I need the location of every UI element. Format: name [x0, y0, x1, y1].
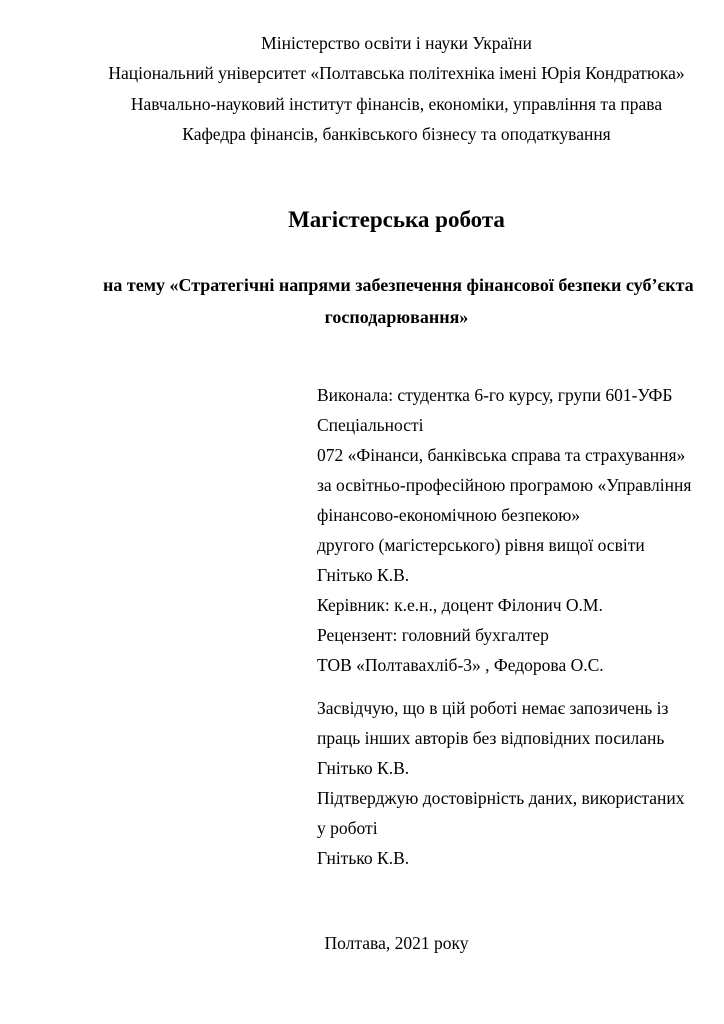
no-plagiarism-line-2: праць інших авторів без відповідних посилань — [317, 728, 665, 748]
program-line-1: за освітньо-професійною програмою «Управління — [317, 475, 692, 495]
thesis-title-text: Магістерська робота — [288, 207, 505, 232]
specialty-label-line: Спеціальності — [317, 415, 424, 435]
thesis-topic-line-1: на тему «Стратегічні напрями забезпечення фінансової безпеки суб’єкта — [103, 275, 694, 295]
data-validity-line-1: Підтверджую достовірність даних, використаних — [317, 788, 685, 808]
page-footer — [103, 928, 690, 958]
data-validity-line-2: у роботі — [317, 818, 378, 838]
university-line: Національний університет «Полтавська політехніка імені Юрія Кондратюка» — [108, 63, 685, 84]
reviewer-name-line: ТОВ «Полтавахліб-3» , Федорова О.С. — [317, 655, 604, 675]
thesis-topic-line-2: господарювання» — [324, 307, 469, 327]
institute-line: Навчально-науковий інститут фінансів, економіки, управління та права — [130, 93, 663, 114]
originality-statement — [317, 693, 684, 873]
thesis-topic — [103, 269, 694, 333]
student-name-line: Гнітько К.В. — [317, 565, 410, 585]
specialty-code-line: 072 «Фінанси, банківська справа та страхування» — [317, 445, 686, 465]
city-year-line: Полтава, 2021 року — [324, 933, 469, 953]
signature-name-line-2: Гнітько К.В. — [317, 848, 410, 868]
author-details — [317, 380, 691, 680]
ministry-line: Міністерство освіти і науки України — [261, 33, 532, 53]
degree-level-line: другого (магістерського) рівня вищої освіти — [317, 535, 645, 555]
department-line: Кафедра фінансів, банківського бізнесу та оподаткування — [182, 124, 611, 145]
thesis-type-title — [103, 205, 690, 235]
performed-by-line: Виконала: студентка 6-го курсу, групи 601-УФБ — [317, 385, 673, 405]
reviewer-role-line: Рецензент: головний бухгалтер — [317, 625, 549, 645]
institution-header — [103, 28, 690, 150]
no-plagiarism-line-1: Засвідчую, що в цій роботі немає запозичень із — [317, 698, 669, 718]
signature-name-line-1: Гнітько К.В. — [317, 758, 410, 778]
program-line-2: фінансово-економічною безпекою» — [317, 505, 581, 525]
supervisor-line: Керівник: к.е.н., доцент Філонич О.М. — [317, 595, 603, 615]
